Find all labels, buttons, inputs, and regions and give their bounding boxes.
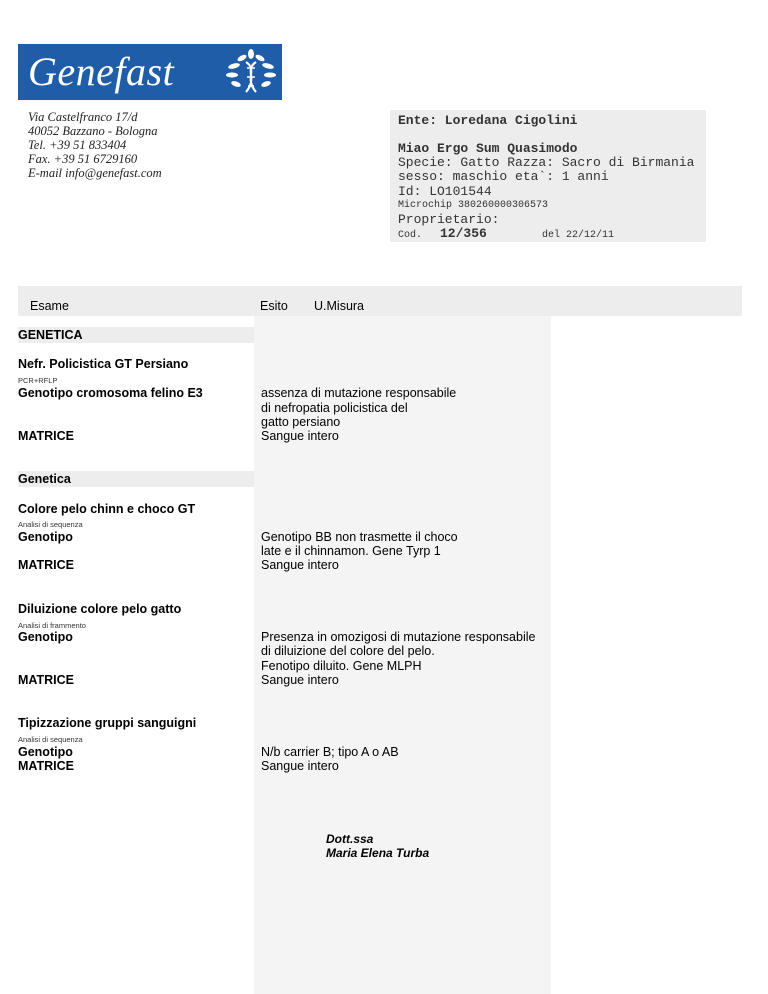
address-email: E-mail info@genefast.com: [28, 166, 162, 180]
patient-species: Specie: Gatto Razza: Sacro di Birmania: [398, 155, 695, 170]
section-title: Genetica: [18, 472, 71, 486]
test-title: Diluizione colore pelo gatto: [18, 602, 182, 616]
signature-name: Maria Elena Turba: [326, 846, 430, 860]
matrix-value: Sangue intero: [261, 429, 339, 443]
test-result-line: di diluizione del colore del pelo.: [261, 644, 435, 658]
test-result-line: N/b carrier B; tipo A o AB: [261, 745, 399, 759]
patient-id: Id: LO101544: [398, 184, 492, 199]
cod-value: 12/356: [440, 226, 487, 241]
address-tel: Tel. +39 51 833404: [28, 138, 127, 152]
patient-microchip: Microchip 380260000306573: [398, 200, 549, 211]
test-method: Analisi di sequenza: [18, 735, 83, 744]
test-parameter: Genotipo: [18, 530, 73, 544]
cod-label: Cod.: [398, 230, 423, 241]
genefast-logo: [18, 44, 282, 100]
test-title: Tipizzazione gruppi sanguigni: [18, 716, 197, 730]
table-header: [18, 286, 742, 316]
test-parameter: Genotipo: [18, 630, 73, 644]
owner-label: Proprietario:: [398, 212, 500, 227]
logo-text: Genefast: [28, 49, 175, 94]
matrix-label: MATRICE: [18, 673, 75, 687]
test-result-line: gatto persiano: [261, 415, 341, 429]
test-title: Nefr. Policistica GT Persiano: [18, 357, 189, 371]
dna-leaf-icon: [224, 48, 278, 96]
matrix-value: Sangue intero: [261, 673, 339, 687]
matrix-label: MATRICE: [18, 558, 75, 572]
test-result-line: Genotipo BB non trasmette il choco: [261, 530, 458, 544]
test-parameter: Genotipo: [18, 745, 73, 759]
header-exam: Esame: [30, 299, 69, 313]
section-title: GENETICA: [18, 328, 83, 342]
test-parameter: Genotipo cromosoma felino E3: [18, 386, 203, 400]
matrix-value: Sangue intero: [261, 558, 339, 572]
matrix-label: MATRICE: [18, 759, 75, 773]
address-fax: Fax. +39 51 6729160: [28, 152, 138, 166]
test-result-line: Fenotipo diluito. Gene MLPH: [261, 659, 422, 673]
patient-sex-age: sesso: maschio eta`: 1 anni: [398, 169, 609, 184]
header-result: Esito: [260, 299, 288, 313]
matrix-value: Sangue intero: [261, 759, 339, 773]
matrix-label: MATRICE: [18, 429, 75, 443]
address-city: 40052 Bazzano - Bologna: [28, 124, 158, 138]
test-result-line: di nefropatia policistica del: [261, 401, 408, 415]
test-method: Analisi di sequenza: [18, 520, 83, 529]
signature-title: Dott.ssa: [326, 832, 374, 846]
report-date: del 22/12/11: [542, 230, 615, 241]
test-title: Colore pelo chinn e choco GT: [18, 502, 196, 516]
test-result-line: Presenza in omozigosi di mutazione responsabile: [261, 630, 536, 644]
ente-label: Ente: Loredana Cigolini: [398, 113, 578, 128]
test-method: Analisi di frammento: [18, 621, 86, 630]
test-method: PCR+RFLP: [18, 376, 58, 385]
address-street: Via Castelfranco 17/d: [28, 110, 138, 124]
test-result-line: assenza di mutazione responsabile: [261, 386, 457, 400]
patient-name: Miao Ergo Sum Quasimodo: [398, 141, 578, 156]
test-result-line: late e il chinnamon. Gene Tyrp 1: [261, 544, 441, 558]
header-unit: U.Misura: [314, 299, 365, 313]
